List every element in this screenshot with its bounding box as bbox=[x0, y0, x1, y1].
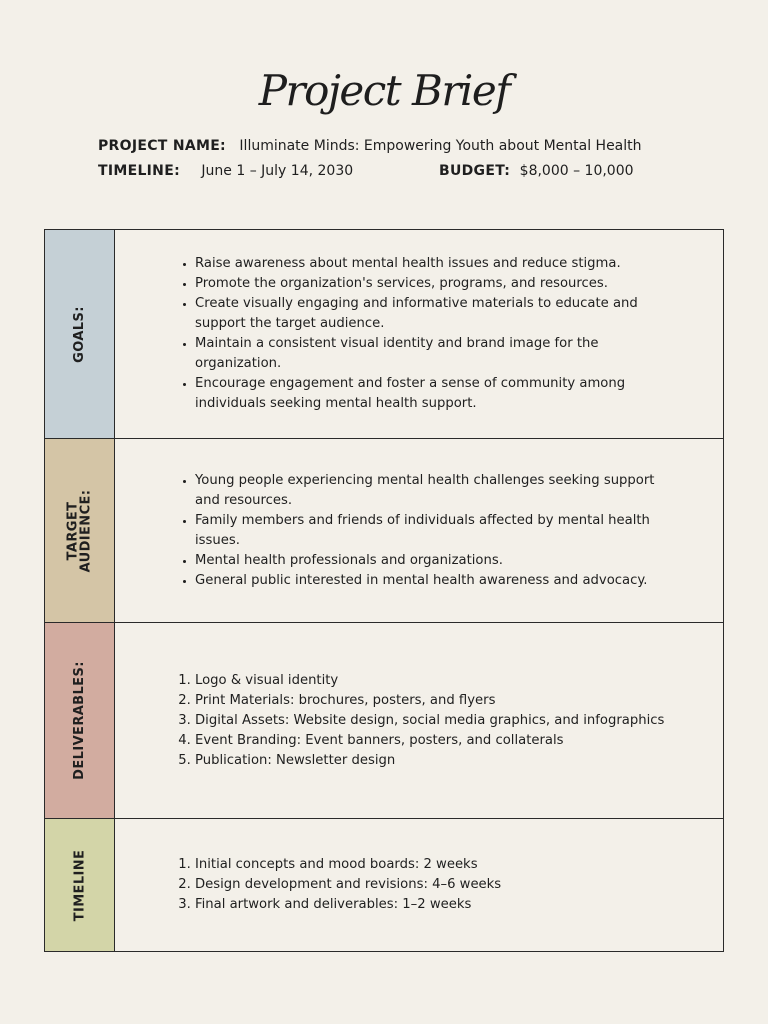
list-item: 2. Design development and revisions: 4–6 weeks bbox=[195, 875, 501, 895]
audience-content bbox=[115, 439, 723, 622]
goals-list bbox=[177, 254, 667, 414]
list-item: 2. Print Materials: brochures, posters, and flyers bbox=[195, 691, 664, 711]
timeline-label: TIMELINE: bbox=[98, 163, 180, 179]
audience-label-cell bbox=[45, 439, 115, 622]
page-title: Project Brief bbox=[258, 66, 510, 115]
project-name-value: Illuminate Minds: Empowering Youth about Mental Health bbox=[239, 138, 642, 154]
list-item: • Maintain a consistent visual identity and brand image for the organization. bbox=[195, 334, 667, 374]
goals-row bbox=[45, 230, 723, 438]
list-item: 4. Event Branding: Event banners, posters, and collaterals bbox=[195, 731, 664, 751]
list-item: 1. Initial concepts and mood boards: 2 weeks bbox=[195, 855, 501, 875]
budget-row bbox=[439, 163, 634, 179]
deliverables-label-cell bbox=[45, 623, 115, 818]
audience-row bbox=[45, 438, 723, 622]
goals-label: GOALS: bbox=[72, 305, 87, 363]
deliverables-row bbox=[45, 622, 723, 818]
audience-label bbox=[67, 489, 93, 572]
timeline-value: June 1 – July 14, 2030 bbox=[201, 163, 354, 179]
list-item: • Mental health professionals and organizations. bbox=[195, 551, 667, 571]
goals-label-cell bbox=[45, 230, 115, 438]
list-item: 5. Publication: Newsletter design bbox=[195, 751, 664, 771]
list-item: 3. Final artwork and deliverables: 1–2 weeks bbox=[195, 895, 501, 915]
list-item: 1. Logo & visual identity bbox=[195, 671, 664, 691]
timeline-row-section bbox=[45, 818, 723, 951]
list-item: • General public interested in mental health awareness and advocacy. bbox=[195, 571, 667, 591]
list-item: • Promote the organization's services, programs, and resources. bbox=[195, 274, 667, 294]
audience-label-line1: TARGET bbox=[65, 501, 81, 560]
deliverables-list bbox=[177, 671, 664, 771]
brief-table bbox=[44, 229, 724, 952]
deliverables-label: DELIVERABLES: bbox=[72, 661, 88, 780]
list-item: 3. Digital Assets: Website design, social media graphics, and infographics bbox=[195, 711, 664, 731]
timeline-row bbox=[98, 163, 353, 179]
audience-list bbox=[177, 471, 667, 591]
timeline-content bbox=[115, 819, 723, 951]
timeline-section-label: TIMELINE bbox=[72, 849, 88, 921]
list-item: • Family members and friends of individuals affected by mental health issues. bbox=[195, 511, 667, 551]
timeline-label-cell bbox=[45, 819, 115, 951]
budget-label: BUDGET: bbox=[439, 163, 511, 179]
list-item: • Young people experiencing mental health challenges seeking support and resources. bbox=[195, 471, 667, 511]
timeline-list bbox=[177, 855, 501, 915]
list-item: • Encourage engagement and foster a sense of community among individuals seeking mental health support. bbox=[195, 374, 667, 414]
budget-value: $8,000 – 10,000 bbox=[519, 163, 634, 179]
deliverables-content bbox=[115, 623, 723, 818]
audience-label-line2: AUDIENCE: bbox=[78, 489, 94, 572]
goals-content bbox=[115, 230, 723, 438]
project-name-label: PROJECT NAME: bbox=[98, 138, 226, 154]
list-item: • Raise awareness about mental health issues and reduce stigma. bbox=[195, 254, 667, 274]
list-item: • Create visually engaging and informative materials to educate and support the target audience. bbox=[195, 294, 667, 334]
project-name-row bbox=[98, 138, 642, 154]
